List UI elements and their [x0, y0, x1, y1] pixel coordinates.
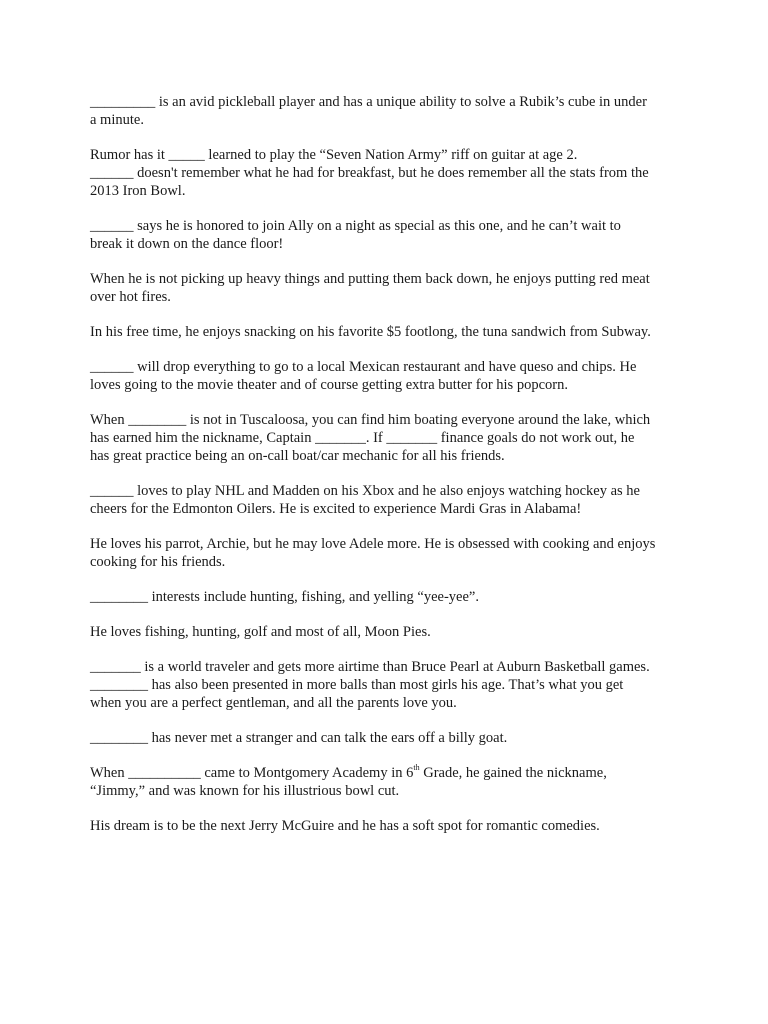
text-line: “Jimmy,” and was known for his illustrious bowl cut.: [90, 783, 400, 799]
paragraph-moon-pies: [90, 623, 690, 641]
paragraph-guitar-iron-bowl: [90, 146, 690, 200]
paragraph-montgomery-academy: [90, 764, 690, 800]
text-line: His dream is to be the next Jerry McGuire and he has a soft spot for romantic comedies.: [90, 818, 600, 834]
text-line: cooking for his friends.: [90, 554, 226, 570]
text-line: _______ is a world traveler and gets more airtime than Bruce Pearl at Auburn Basketball games.: [90, 659, 650, 675]
text-line: Rumor has it _____ learned to play the “Seven Nation Army” riff on guitar at age 2.: [90, 147, 578, 163]
text-line: In his free time, he enjoys snacking on his favorite $5 footlong, the tuna sandwich from Subway.: [90, 324, 651, 340]
paragraph-dance-floor: [90, 217, 690, 253]
text-line: ________ interests include hunting, fishing, and yelling “yee-yee”.: [90, 589, 479, 605]
paragraph-billy-goat: [90, 729, 690, 747]
document-page: [90, 93, 690, 835]
text-line: ______ says he is honored to join Ally on a night as special as this one, and he can’t wait to: [90, 218, 621, 234]
paragraph-tuscaloosa: [90, 411, 690, 465]
paragraph-world-traveler: [90, 658, 690, 712]
text-line: ______ loves to play NHL and Madden on his Xbox and he also enjoys watching hockey as he: [90, 483, 640, 499]
text-line: break it down on the dance floor!: [90, 236, 284, 252]
text-line: [90, 764, 690, 782]
text-line: When ________ is not in Tuscaloosa, you can find him boating everyone around the lake, which: [90, 412, 651, 428]
text-line: has great practice being an on-call boat/car mechanic for all his friends.: [90, 448, 505, 464]
paragraph-subway: [90, 323, 690, 341]
paragraph-red-meat: [90, 270, 690, 306]
text-line: When he is not picking up heavy things and putting them back down, he enjoys putting red meat: [90, 271, 650, 287]
text-line: ________ has also been presented in more balls than most girls his age. That’s what you get: [90, 677, 624, 693]
text-line: a minute.: [90, 112, 144, 128]
paragraph-interests: [90, 588, 690, 606]
text-line: _________ is an avid pickleball player and has a unique ability to solve a Rubik’s cube in under: [90, 94, 647, 110]
paragraph-pickleball: [90, 93, 690, 129]
text-line: ________ has never met a stranger and can talk the ears off a billy goat.: [90, 730, 508, 746]
ordinal-superscript: th: [413, 763, 420, 773]
paragraph-mexican-restaurant: [90, 358, 690, 394]
paragraph-jerry-mcguire: [90, 817, 690, 835]
text-line: over hot fires.: [90, 289, 171, 305]
text-line: He loves fishing, hunting, golf and most of all, Moon Pies.: [90, 624, 431, 640]
text-line: ______ doesn't remember what he had for breakfast, but he does remember all the stats from the: [90, 165, 649, 181]
text-line: when you are a perfect gentleman, and all the parents love you.: [90, 695, 457, 711]
text-segment: When __________ came to Montgomery Academy in 6: [90, 765, 414, 781]
text-line: He loves his parrot, Archie, but he may love Adele more. He is obsessed with cooking and enjoys: [90, 536, 656, 552]
text-line: ______ will drop everything to go to a local Mexican restaurant and have queso and chips. He: [90, 359, 637, 375]
text-line: 2013 Iron Bowl.: [90, 183, 186, 199]
text-line: has earned him the nickname, Captain _______. If _______ finance goals do not work out, he: [90, 430, 635, 446]
text-line: cheers for the Edmonton Oilers. He is excited to experience Mardi Gras in Alabama!: [90, 501, 582, 517]
paragraph-xbox-hockey: [90, 482, 690, 518]
text-line: loves going to the movie theater and of course getting extra butter for his popcorn.: [90, 377, 568, 393]
text-segment: Grade, he gained the nickname,: [419, 765, 607, 781]
paragraph-parrot-adele: [90, 535, 690, 571]
